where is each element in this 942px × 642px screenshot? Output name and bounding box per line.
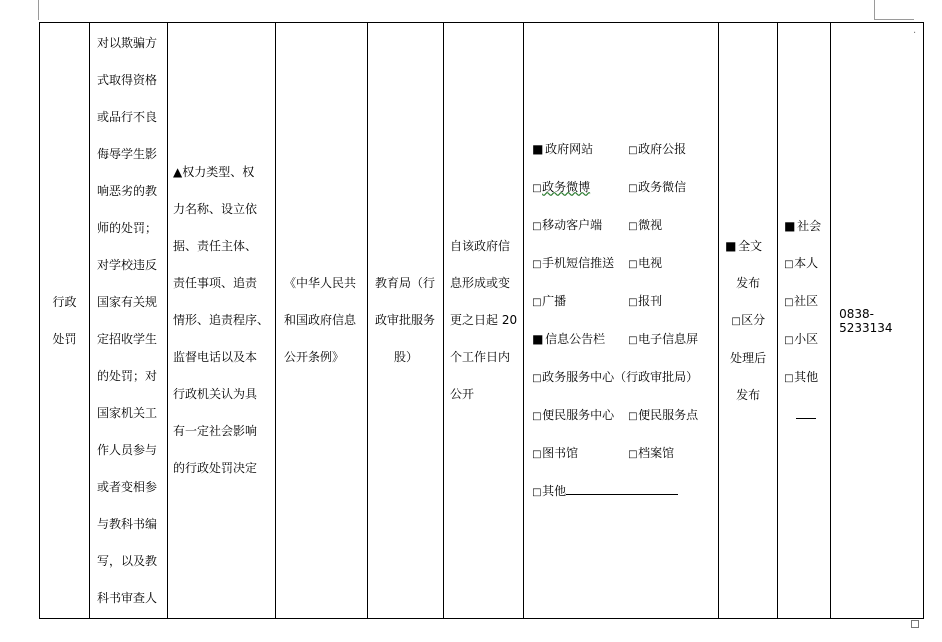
other-blank-line [566, 480, 678, 495]
checkbox-icon: □ [628, 296, 638, 308]
audience-option [784, 283, 828, 321]
checkbox-icon: □ [784, 372, 794, 384]
checkbox-icon: □ [784, 334, 794, 346]
channel-label: 手机短信推送 [542, 255, 615, 270]
text-line: 师的处罚； [97, 220, 158, 235]
phone-number: 0838-5233134 [839, 306, 893, 335]
scope-option-full [721, 228, 775, 265]
text-line: 有一定社会影响 [173, 424, 258, 438]
crop-mark-top-right [874, 0, 875, 20]
text-line: 力名称、设立依 [173, 202, 258, 216]
checked-box-icon: ■ [532, 141, 544, 156]
text-line: 与教科书编 [97, 516, 158, 531]
blank-line [796, 410, 816, 419]
channel-row [532, 473, 716, 511]
text-line: 国家有关规 [97, 294, 158, 309]
checkbox-icon: □ [628, 448, 638, 460]
paragraph-mark-icon: · [913, 28, 917, 39]
scope-label: 区分 [741, 312, 766, 327]
audience-cell [778, 23, 831, 619]
channel-label: 图书馆 [542, 445, 579, 460]
text-line: 公开 [450, 387, 475, 401]
text-line: 教育局（行 [375, 276, 436, 290]
phone-cell [831, 23, 924, 619]
text-line: 的处罚；对 [97, 368, 158, 383]
table-row [40, 23, 924, 619]
table-end-mark-icon [911, 620, 919, 628]
text-line: 《中华人民共 [284, 276, 357, 290]
text-line: 行政机关认为具 [173, 387, 258, 401]
audience-option [784, 245, 828, 283]
channel-label: 政务微博 [542, 179, 591, 194]
channel-row [532, 321, 716, 359]
channel-cell [524, 23, 719, 619]
text-line: 监督电话以及本 [173, 350, 258, 364]
audience-list [784, 208, 828, 397]
audience-label: 社区 [794, 293, 819, 308]
text-line: 作人员参与 [97, 442, 158, 457]
checkbox-icon: □ [532, 258, 542, 270]
text-line: 更之日起 20 [450, 313, 518, 327]
scope-option-partial [721, 302, 775, 340]
channel-label: 政务服务中心（行政审批局） [542, 369, 699, 384]
channel-label: 广播 [542, 293, 567, 308]
text-line: 公开条例》 [284, 350, 345, 364]
text-line: 个工作日内 [450, 350, 511, 364]
subject-cell [368, 23, 444, 619]
channel-row [532, 283, 716, 321]
channel-row [532, 435, 716, 473]
text-line: 自该政府信 [450, 239, 511, 253]
text-line: 政审批服务 [375, 313, 436, 327]
checkbox-icon: □ [628, 334, 638, 346]
scope-label: 发布 [736, 387, 761, 402]
text-line: 或者变相参 [97, 479, 158, 494]
time-text [450, 228, 517, 413]
channel-label: 报刊 [638, 293, 663, 308]
checkbox-icon: □ [532, 220, 542, 232]
channel-label: 政务微信 [638, 179, 687, 194]
matter-text [52, 284, 78, 358]
checkbox-icon: □ [784, 258, 794, 270]
audience-label: 社会 [797, 218, 822, 233]
text-line: 股） [394, 350, 419, 364]
scope-cell [719, 23, 778, 619]
channel-label: 电子信息屏 [638, 331, 699, 346]
text-line: 科书审查人 [97, 590, 158, 605]
channel-row [532, 359, 716, 397]
channel-row [532, 131, 716, 169]
text-line: ▲权力类型、权 [173, 165, 255, 179]
channel-label: 微视 [638, 217, 663, 232]
content-cell [90, 23, 168, 619]
checked-box-icon: ■ [784, 218, 796, 233]
scope-label: 全文 [738, 238, 763, 253]
checkbox-icon: □ [628, 220, 638, 232]
basis-text [284, 265, 361, 376]
checkbox-icon: □ [532, 486, 542, 498]
text-line: 式取得资格 [97, 72, 158, 87]
audience-label: 其他 [794, 369, 819, 384]
audience-label: 小区 [794, 331, 819, 346]
audience-blank [784, 397, 828, 434]
checkbox-icon: □ [532, 410, 542, 422]
text-line: 和国政府信息 [284, 313, 357, 327]
checkbox-icon: □ [628, 258, 638, 270]
checked-box-icon: ■ [725, 238, 737, 253]
checkbox-icon: □ [532, 182, 542, 194]
audience-option [784, 321, 828, 359]
elements-text [173, 154, 269, 487]
text-line: 的行政处罚决定 [173, 461, 258, 475]
channel-label: 便民服务点 [638, 407, 699, 422]
text-line: 息形成或变 [450, 276, 511, 290]
content-text [97, 25, 161, 617]
text-line: 对学校违反 [97, 257, 158, 272]
channel-label: 电视 [638, 255, 663, 270]
crop-mark-top-right-h [874, 19, 914, 20]
channel-row [532, 245, 716, 283]
text-line: 国家机关工 [97, 405, 158, 420]
elements-cell [168, 23, 276, 619]
text-line: 侮辱学生影 [97, 146, 158, 161]
channel-label: 移动客户端 [542, 217, 603, 232]
checkbox-icon: □ [532, 448, 542, 460]
channel-label: 档案馆 [638, 445, 675, 460]
text-line: 定招收学生 [97, 331, 158, 346]
channel-row [532, 207, 716, 245]
audience-option [784, 208, 828, 245]
channel-list [532, 131, 716, 511]
scope-label: 处理后 [730, 350, 767, 365]
text-line: 情形、追责程序、 [173, 313, 270, 327]
channel-row [532, 397, 716, 435]
checkbox-icon: □ [628, 144, 638, 156]
crop-mark-top-left [38, 0, 39, 20]
checkbox-icon: □ [628, 410, 638, 422]
text-line: 写，以及教 [97, 553, 158, 568]
matter-label: 行政处罚 [52, 294, 77, 346]
channel-label: 便民服务中心 [542, 407, 615, 422]
checkbox-icon: □ [628, 182, 638, 194]
checkbox-icon: □ [532, 296, 542, 308]
channel-label: 政府网站 [545, 141, 594, 156]
scope-label: 发布 [736, 275, 761, 290]
channel-label: 信息公告栏 [545, 331, 606, 346]
audience-option [784, 359, 828, 397]
basis-cell [276, 23, 368, 619]
channel-row [532, 169, 716, 207]
matter-cell [40, 23, 90, 619]
text-line: 责任事项、追责 [173, 276, 258, 290]
subject-text [375, 265, 437, 376]
checked-box-icon: ■ [532, 331, 544, 346]
channel-label: 政府公报 [638, 141, 687, 156]
checkbox-icon: □ [784, 296, 794, 308]
text-line: 据、责任主体、 [173, 239, 258, 253]
channel-label: 其他 [542, 483, 567, 498]
audience-label: 本人 [794, 255, 819, 270]
disclosure-table [39, 22, 924, 619]
text-line: 响恶劣的教 [97, 183, 158, 198]
checkbox-icon: □ [731, 315, 741, 327]
text-line: 对以欺骗方 [97, 35, 158, 50]
text-line: 或品行不良 [97, 109, 158, 124]
checkbox-icon: □ [532, 372, 542, 384]
time-cell [444, 23, 524, 619]
